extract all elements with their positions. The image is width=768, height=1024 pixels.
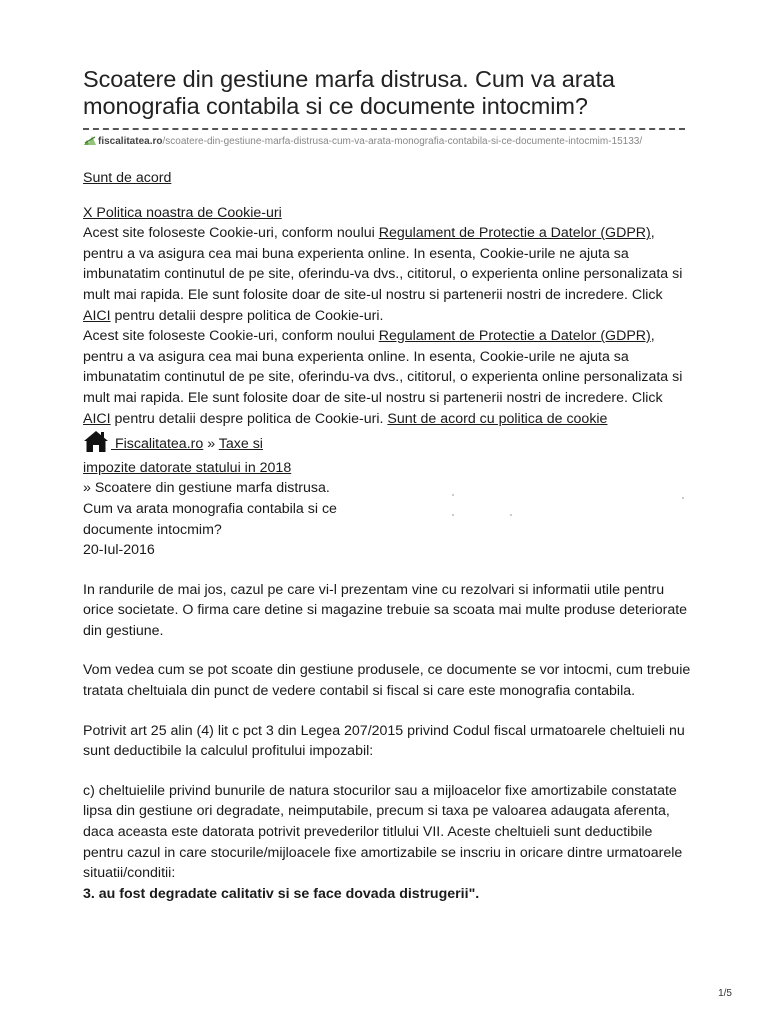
aici-link[interactable]: AICI [83,307,111,324]
breadcrumb-category-link[interactable]: Taxe si [218,436,263,453]
article-date: 20-Iul-2016 [83,542,155,559]
cookie-text: pentru detalii despre politica de Cookie-uri. [110,307,384,324]
dashed-divider [83,128,685,130]
cookie-text: Acest site foloseste Cookie-uri, conform noului [83,328,379,345]
house-icon[interactable] [83,429,109,453]
cookie-text: , pentru a va asigura cea mai buna experienta online. In esenta, Cookie-urile ne ajuta sa imbunatatim continutul de pe site, oferindu-va dvs., cititorul, o experienta online personalizata si mult mai rapida. Ele sunt folosite doar de site-ul nostru si partenerii nostri de incredere. Click [83,225,683,303]
source-domain: fiscalitatea.ro [98,136,163,147]
cookie-text: Acest site foloseste Cookie-uri, conform noului [83,225,379,242]
article-paragraph: c) cheltuielile privind bunurile de natura stocurilor sau a mijloacelor fixe amortizabile constatate lipsa din gestiune ori degradate, neimputabile, precum si taxa pe valoarea adaugata aferenta, daca aceasta este datorata potrivit prevederilor titlului VII. Aceste cheltuieli sunt deductibile pentru cazul in care stocurile/mijloacele fixe amortizabile se inscriu in oricare dintre urmatoarele situatii/conditii: [83,782,683,882]
breadcrumb-category-link-cont[interactable]: impozite datorate statului in 2018 [83,459,292,476]
page-number: 1/5 [718,988,732,999]
breadcrumb-current: » Scoatere din gestiune marfa distrusa. Cum va arata monografia contabila si ce documente intocmim? [83,480,337,538]
breadcrumb-separator: » [203,436,219,453]
cookie-notice-2 [83,326,693,429]
faint-dot [452,494,454,496]
faint-dot [452,514,454,516]
aici-link[interactable]: AICI [83,410,111,427]
article-paragraph: Potrivit art 25 alin (4) lit c pct 3 din Legea 207/2015 privind Codul fiscal urmatoarele cheltuieli nu sunt deductibile la calculul profitului impozabil: [83,722,685,760]
breadcrumb [83,429,343,561]
agree-policy-link[interactable]: Sunt de acord cu politica de cookie [387,410,608,427]
article-paragraph: In randurile de mai jos, cazul pe care vi-l prezentam vine cu rezolvari si informatii utile pentru orice societate. O firma care detine si magazine trebuie sa scoata mai multe produse deteriorate din gestiune. [83,581,688,639]
cookie-agree-link[interactable]: Sunt de acord [83,170,172,186]
breadcrumb-home-link[interactable]: Fiscalitatea.ro [111,436,204,453]
cookie-text: , pentru a va asigura cea mai buna experienta online. In esenta, Cookie-urile ne ajuta sa imbunatatim continutul de pe site, oferindu-va dvs., cititorul, o experienta online personalizata si mult mai rapida. Ele sunt folosite doar de site-ul nostru si partenerii nostri de incredere. Click [83,328,683,406]
article-paragraph-bold: 3. au fost degradate calitativ si se face dovada distrugerii". [83,885,480,902]
document-page [83,66,693,904]
article-paragraph: Vom vedea cum se pot scoate din gestiune produsele, ce documente se vor intocmi, cum trebuie tratata cheltuiala din punct de vedere contabil si fiscal si care este monografia contabila. [83,662,691,700]
faint-dot [682,497,684,499]
faint-dot [510,514,512,516]
page-title: Scoatere din gestiune marfa distrusa. Cum va arata monografia contabila si ce documente intocmim? [83,66,615,119]
gdpr-link[interactable]: Regulament de Protectie a Datelor (GDPR) [378,225,651,242]
cookie-notice-1 [83,223,693,326]
cookie-text: pentru detalii despre politica de Cookie-uri. [110,410,388,427]
gdpr-link[interactable]: Regulament de Protectie a Datelor (GDPR) [378,328,651,345]
leaf-icon [83,134,97,146]
cookie-policy-link[interactable]: X Politica noastra de Cookie-uri [83,204,282,221]
source-url[interactable] [83,134,693,149]
source-path: /scoatere-din-gestiune-marfa-distrusa-cum-va-arata-monografia-contabila-si-ce-documente-intocmim-15133/ [162,136,643,147]
